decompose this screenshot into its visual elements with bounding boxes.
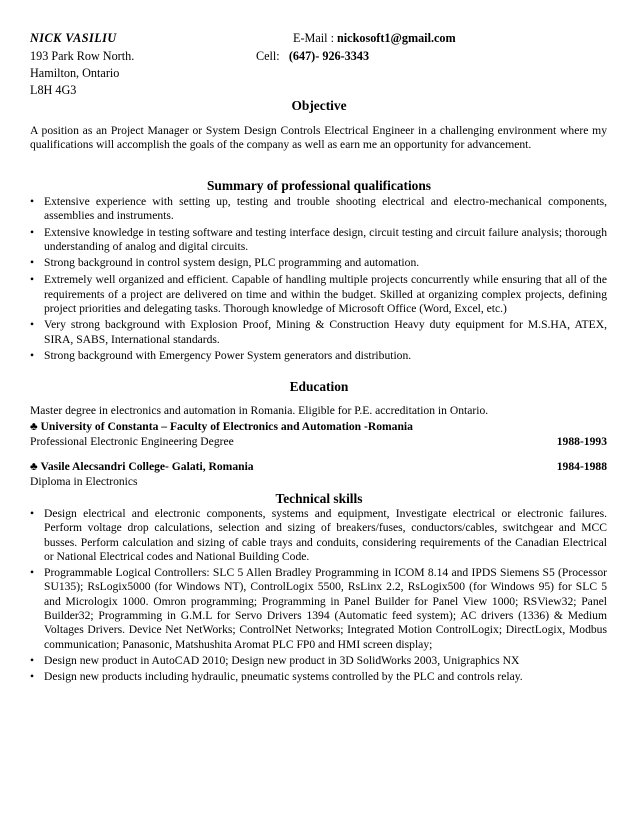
- address-line: 193 Park Row North.: [30, 49, 135, 63]
- technical-list: [30, 507, 607, 685]
- list-item: • Strong background with Emergency Power System generators and distribution.: [30, 348, 412, 362]
- technical-title: Technical skills: [275, 491, 363, 506]
- club-bullet-icon: ♣: [30, 420, 38, 433]
- school-2-name: Vasile Alecsandri College- Galati, Romania: [40, 460, 254, 473]
- email-label: E-Mail :: [293, 31, 334, 45]
- list-item: • Very strong background with Explosion Proof, Mining & Construction Heavy duty equipment for M.S.HA, ATEX, SIRA, SABS, International standards.: [30, 318, 607, 346]
- list-item: • Design electrical and electronic components, systems and equipment, Investigate electrical or electronic failures. Perform voltage drop calculations, selection and sizing of breakers/fuses, conductors/cables, switchgear and MCC busses. Perform calculation and sizing of cable trays and conduits, considering requirements of the Canadian Electrical or National Electrical codes and National Building Code.: [30, 507, 607, 563]
- list-item: • Extensive experience with setting up, testing and trouble shooting electrical and electro-mechanical components, assemblies and instruments.: [30, 195, 607, 223]
- degree-1: Professional Electronic Engineering Degree: [30, 435, 234, 448]
- list-item: • Design new products including hydraulic, pneumatic systems controlled by the PLC and controls relay.: [30, 670, 523, 684]
- cell-number: (647)- 926-3343: [288, 49, 370, 63]
- list-item: • Extremely well organized and efficient. Capable of handling multiple projects concurrently while ensuring that all of the requirements of a project are delivered on time and within the budget. Skilled at organizing complex projects, defining project priorities and delegating tasks. Thorough knowledge of Microsoft Office (Word, Excel, etc.): [30, 273, 607, 316]
- list-item: • Programmable Logical Controllers: SLC 5 Allen Bradley Programming in ICOM 8.14 and IPDS Siemens S5 (Processor SU135); RsLogix5000 (for Windows NT), ControlLogix 5500, RsLinx 2.2, RsLogix500 (for Windows 95) for SLC 5 and Micrologix 1000. Omron programming; Programming in Panel Builder for Panel View 1000; RSView32; Panel Builder32; Programming in G.M.L for Servo Drivers 1394 (Automatic feed system); AC drivers (1336) & Medium Voltages Drivers. Device Net NetWorks; ControlNet Networks; Integrated Motion ControlLogix; DirectLogix, Modbus communication; Panasonic, Matshushita Aromat PLC FP0 and HMI screen display;: [30, 566, 607, 651]
- degree-2: Diploma in Electronics: [30, 475, 138, 488]
- city-line: Hamilton, Ontario: [30, 66, 120, 80]
- email-row: [293, 30, 456, 47]
- education-intro: Master degree in electronics and automation in Romania. Eligible for P.E. accreditation in Ontario.: [30, 404, 489, 417]
- school-2-row: [30, 459, 607, 474]
- email-address: nickosoft1@gmail.com: [337, 31, 456, 45]
- cell-row: [256, 48, 369, 65]
- school-1-name: University of Constanta – Faculty of Electronics and Automation -Romania: [40, 420, 413, 433]
- candidate-name: NICK VASILIU: [30, 31, 117, 45]
- list-item: • Extensive knowledge in testing software and testing interface design, circuit testing and circuit failure analysis; thorough understanding of analog and digital circuits.: [30, 225, 607, 253]
- objective-text: A position as an Project Manager or System Design Controls Electrical Engineer in a challenging environment where my qualifications will accomplish the goals of the company as well as earn me an opportunity for advancement.: [30, 124, 607, 152]
- list-item: • Strong background in control system design, PLC programming and automation.: [30, 256, 420, 270]
- postal-code: L8H 4G3: [30, 83, 77, 97]
- degree-1-row: [30, 434, 607, 449]
- objective-title: Objective: [291, 98, 347, 113]
- school-1: [30, 419, 607, 434]
- club-bullet-icon: ♣: [30, 460, 38, 473]
- years-1: 1988-1993: [556, 435, 607, 448]
- summary-list: [30, 195, 607, 363]
- summary-title: Summary of professional qualifications: [206, 178, 432, 193]
- list-item: • Design new product in AutoCAD 2010; Design new product in 3D SolidWorks 2003, Unigraphics NX: [30, 653, 520, 667]
- years-2: 1984-1988: [556, 460, 607, 473]
- education-title: Education: [289, 379, 349, 394]
- cell-label: Cell:: [256, 49, 280, 63]
